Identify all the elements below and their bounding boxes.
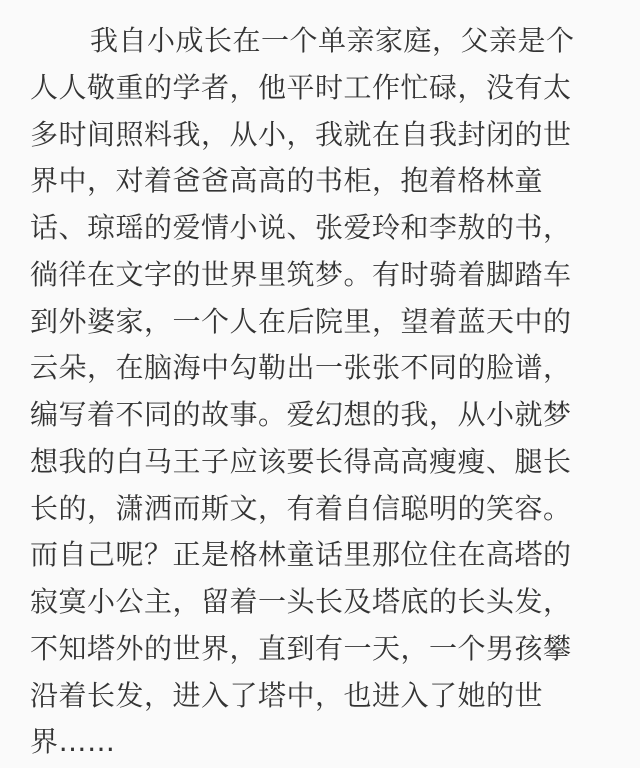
text-line: 编写着不同的故事。爱幻想的我，从小就梦 (30, 398, 572, 431)
text-line: 而自己呢？正是格林童话里那位住在高塔的 (30, 538, 572, 572)
text-line: 不知塔外的世界，直到有一天，一个男孩攀 (30, 631, 572, 665)
text-line: 想我的白马王子应该要长得高高瘦瘦、腿长 (30, 444, 572, 478)
text-line: 话、琼瑶的爱情小说、张爱玲和李敖的书， (30, 211, 572, 244)
text-line: 长的，潇洒而斯文，有着自信聪明的笑容。 (30, 491, 572, 525)
text-line: 多时间照料我，从小，我就在自我封闭的世 (30, 117, 572, 151)
text-line: 寂寞小公主，留着一头长及塔底的长头发， (30, 585, 572, 618)
text-line: 人人敬重的学者，他平时工作忙碌，没有太 (30, 70, 572, 104)
text-line: 沿着长发，进入了塔中，也进入了她的世 (30, 678, 544, 712)
text-line: 到外婆家，一个人在后院里，望着蓝天中的 (30, 304, 572, 338)
text-line: 徜徉在文字的世界里筑梦。有时骑着脚踏车 (30, 257, 572, 291)
text-line: 界…… (30, 725, 116, 759)
text-line: 界中，对着爸爸高高的书柜，抱着格林童 (30, 164, 544, 198)
text-line: 我自小成长在一个单亲家庭，父亲是个 (90, 24, 575, 57)
text-line: 云朵，在脑海中勾勒出一张张不同的脸谱， (30, 351, 572, 385)
